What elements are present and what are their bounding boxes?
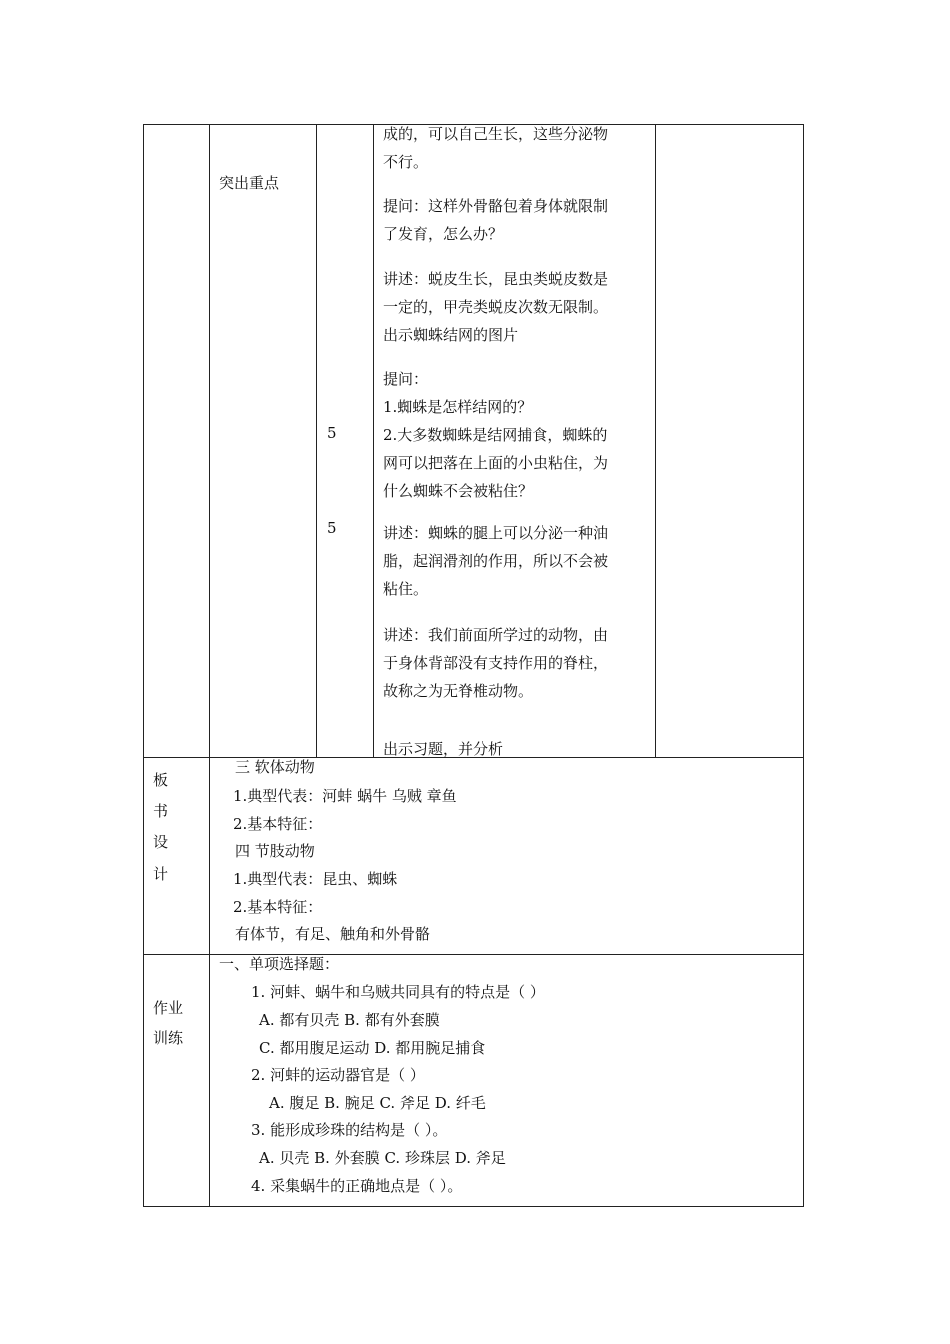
- board-label-char: 书: [153, 802, 169, 820]
- column-divider-3: [373, 124, 374, 758]
- homework-label: 作业: [153, 999, 184, 1017]
- board-line: 有体节，有足、触角和外骨骼: [235, 925, 431, 943]
- content-paragraph: 提问： 1.蜘蛛是怎样结网的？ 2.大多数蜘蛛是结网捕食，蜘蛛的 网可以把落在上面的小虫粘住，为 什么蜘蛛不会被粘住？: [383, 370, 609, 500]
- board-line: 1.典型代表：河蚌 蜗牛 乌贼 章鱼: [233, 787, 457, 805]
- question-line: 4. 采集蜗牛的正确地点是（ ）。: [251, 1177, 463, 1195]
- time-value: 5: [327, 519, 337, 537]
- board-label-char: 设: [153, 833, 169, 851]
- answer-options: A. 腹足 B. 腕足 C. 斧足 D. 纤毛: [269, 1094, 486, 1112]
- homework-label: 训练: [153, 1029, 184, 1047]
- table-left-border: [143, 124, 144, 1207]
- time-value: 5: [327, 424, 337, 442]
- answer-options: C. 都用腹足运动 D. 都用腕足捕食: [259, 1039, 486, 1057]
- question-line: 3. 能形成珍珠的结构是（ ）。: [251, 1121, 448, 1139]
- content-paragraph: 提问：这样外骨骼包着身体就限制 了发育，怎么办？: [383, 197, 609, 243]
- board-line: 2.基本特征：: [233, 898, 323, 916]
- content-paragraph: 出示习题，并分析: [383, 740, 504, 758]
- column-divider-2: [316, 124, 317, 758]
- table-right-border: [803, 124, 804, 1207]
- content-paragraph: 成的，可以自己生长，这些分泌物 不行。: [383, 125, 609, 171]
- content-paragraph: 讲述：蜕皮生长，昆虫类蜕皮数是 一定的，甲壳类蜕皮次数无限制。 出示蜘蛛结网的图片: [383, 270, 609, 344]
- board-line: 1.典型代表：昆虫、蜘蛛: [233, 870, 398, 888]
- section-label-highlight: 突出重点: [219, 174, 280, 192]
- answer-options: A. 都有贝壳 B. 都有外套膜: [259, 1011, 440, 1029]
- content-paragraph: 讲述：我们前面所学过的动物，由 于身体背部没有支持作用的脊柱， 故称之为无脊椎动物。: [383, 626, 609, 700]
- column-divider-1: [209, 124, 210, 1207]
- board-line: 2.基本特征：: [233, 815, 323, 833]
- board-label-char: 计: [153, 865, 169, 883]
- question-line: 2. 河蚌的运动器官是（ ）: [251, 1066, 425, 1084]
- board-line: 四 节肢动物: [235, 842, 315, 860]
- question-line: 1. 河蚌、蜗牛和乌贼共同具有的特点是（ ）: [251, 983, 545, 1001]
- board-line: 三 软体动物: [235, 758, 315, 776]
- board-label-char: 板: [153, 771, 169, 789]
- table-bottom-border: [143, 1206, 804, 1207]
- column-divider-4: [655, 124, 656, 758]
- answer-options: A. 贝壳 B. 外套膜 C. 珍珠层 D. 斧足: [259, 1149, 506, 1167]
- content-paragraph: 讲述：蜘蛛的腿上可以分泌一种油 脂，起润滑剂的作用，所以不会被 粘住。: [383, 524, 609, 598]
- homework-heading: 一、单项选择题：: [219, 955, 340, 973]
